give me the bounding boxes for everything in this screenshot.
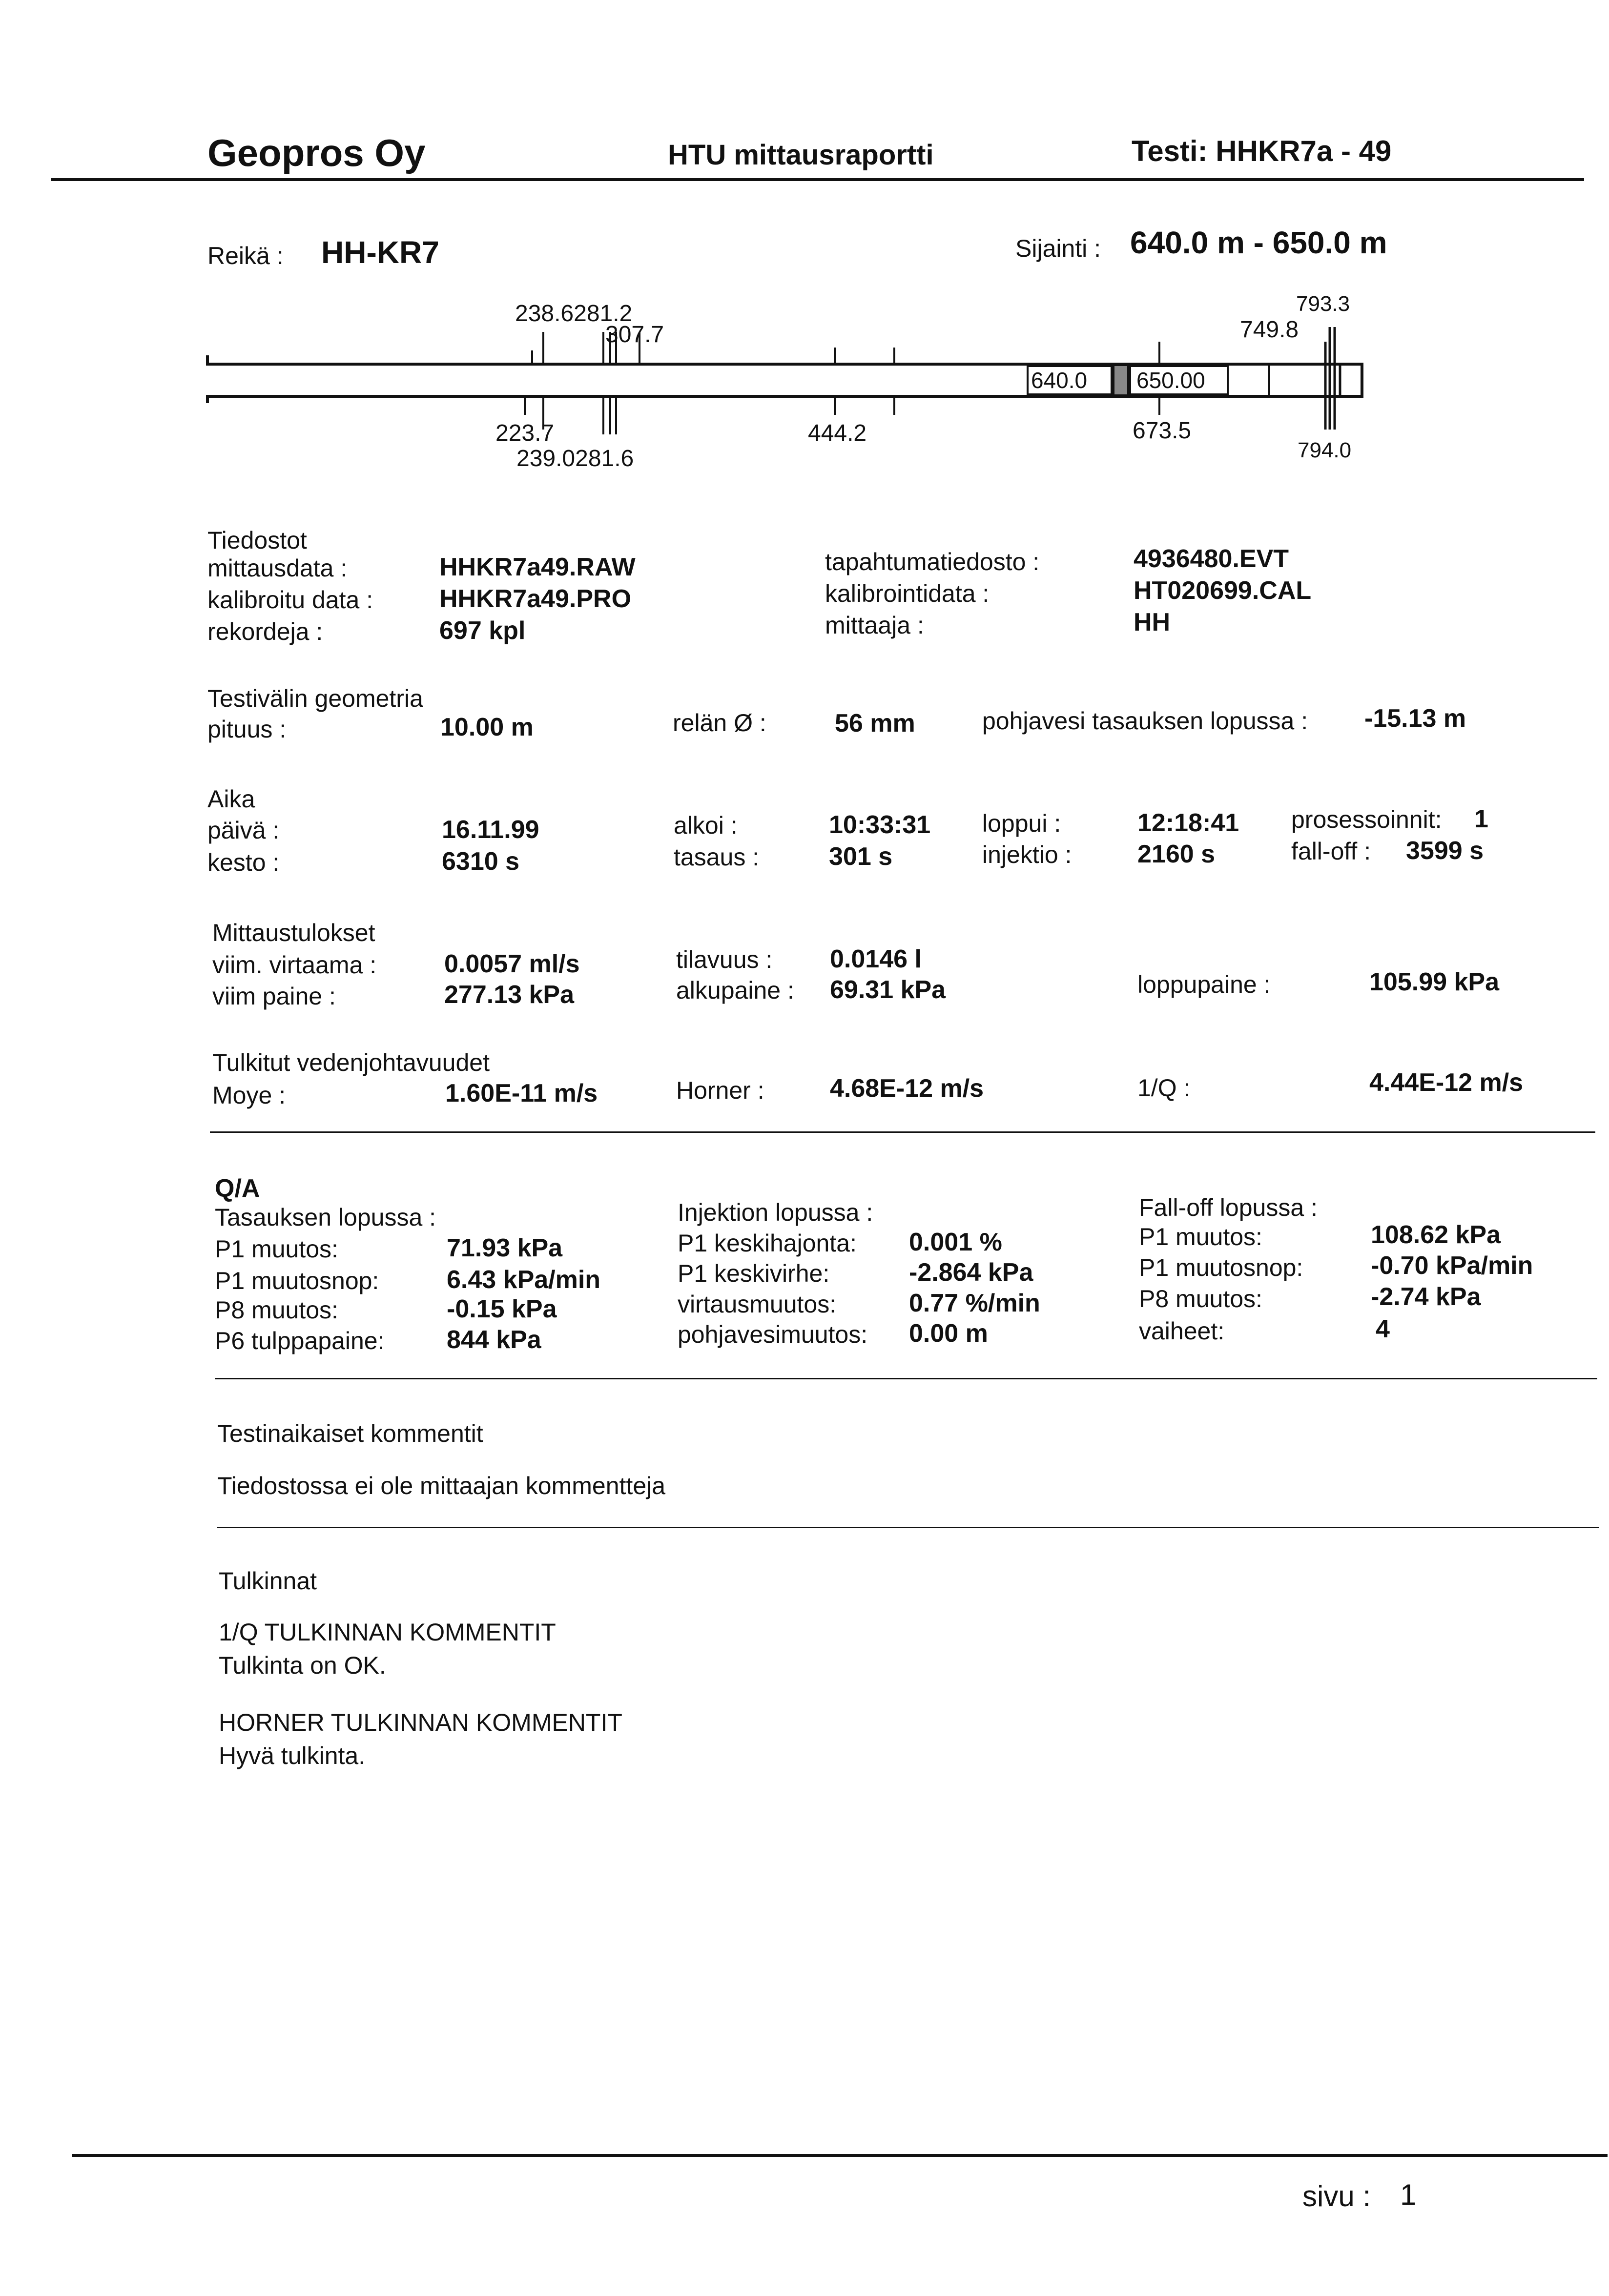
qa-col3-title: Fall-off lopussa : bbox=[1139, 1194, 1318, 1221]
qa-col1-label-1: P1 muutos: bbox=[215, 1235, 338, 1263]
files-title: Tiedostot bbox=[207, 527, 307, 554]
end-pressure-label: loppupaine : bbox=[1137, 971, 1271, 998]
company-name: Geopros Oy bbox=[207, 131, 426, 174]
diagram-label-bottom-4: 673.5 bbox=[1133, 418, 1192, 444]
q-label: 1/Q : bbox=[1137, 1074, 1191, 1102]
geometry-title: Testivälin geometria bbox=[207, 685, 423, 712]
length-label: pituus : bbox=[207, 716, 287, 743]
comments-title: Testinaikaiset kommentit bbox=[217, 1420, 483, 1447]
qa-col1-label-2: P1 muutosnop: bbox=[215, 1267, 379, 1294]
diagram-label-top-3: 749.8 bbox=[1240, 317, 1299, 343]
diameter-label: relän Ø : bbox=[673, 709, 766, 737]
qa-title: Q/A bbox=[215, 1174, 260, 1203]
qa-col3-value-1: 108.62 kPa bbox=[1371, 1221, 1501, 1249]
processing-label: prosessoinnit: bbox=[1291, 806, 1442, 833]
qa-col2-value-2: -2.864 kPa bbox=[909, 1258, 1033, 1287]
injection-value: 2160 s bbox=[1137, 840, 1216, 868]
file-value-pro: HHKR7a49.PRO bbox=[439, 585, 632, 613]
qa-col3-label-4: vaiheet: bbox=[1139, 1317, 1225, 1345]
diagram-label-top-1: 238.6281.2 bbox=[515, 301, 633, 327]
volume-label: tilavuus : bbox=[676, 946, 773, 973]
q-value: 4.44E-12 m/s bbox=[1369, 1068, 1524, 1097]
file-value-event: 4936480.EVT bbox=[1134, 545, 1289, 573]
falloff-value: 3599 s bbox=[1406, 837, 1484, 865]
divider-comments bbox=[215, 1378, 1597, 1379]
duration-label: kesto : bbox=[207, 849, 280, 876]
file-label-measurer: mittaaja : bbox=[825, 612, 924, 639]
qa-col3-value-4: 4 bbox=[1376, 1315, 1390, 1343]
horner-label: Horner : bbox=[676, 1077, 764, 1104]
pressure-label: viim paine : bbox=[212, 983, 336, 1010]
test-label: Testi: HHKR7a - 49 bbox=[1132, 135, 1392, 167]
volume-value: 0.0146 l bbox=[830, 945, 922, 973]
qa-col2-label-1: P1 keskihajonta: bbox=[678, 1230, 857, 1257]
qa-col1-value-4: 844 kPa bbox=[447, 1326, 541, 1354]
qa-col1-title: Tasauksen lopussa : bbox=[215, 1204, 436, 1231]
file-label-event: tapahtumatiedosto : bbox=[825, 548, 1040, 575]
divider-qa bbox=[210, 1131, 1595, 1133]
groundwater-value: -15.13 m bbox=[1364, 704, 1466, 733]
horner-comment-text: Hyvä tulkinta. bbox=[219, 1742, 366, 1769]
start-label: alkoi : bbox=[674, 812, 738, 839]
end-label: loppui : bbox=[982, 810, 1061, 837]
interpretations-title: Tulkinnat bbox=[219, 1567, 317, 1595]
qa-col3-label-3: P8 muutos: bbox=[1139, 1285, 1262, 1312]
qa-col2-label-2: P1 keskivirhe: bbox=[678, 1260, 830, 1287]
flow-value: 0.0057 ml/s bbox=[444, 950, 580, 978]
page-label: sivu : bbox=[1302, 2180, 1371, 2213]
results-title: Mittaustulokset bbox=[212, 919, 375, 946]
diagram-label-bottom-3: 444.2 bbox=[808, 420, 867, 446]
diagram-label-top-2: 307.7 bbox=[605, 322, 664, 348]
date-label: päivä : bbox=[207, 817, 280, 844]
date-value: 16.11.99 bbox=[442, 816, 539, 844]
diameter-value: 56 mm bbox=[835, 709, 915, 738]
qa-col3-label-2: P1 muutosnop: bbox=[1139, 1254, 1303, 1281]
hole-value: HH-KR7 bbox=[321, 235, 439, 270]
time-title: Aika bbox=[207, 785, 255, 813]
file-label-pro: kalibroitu data : bbox=[207, 586, 373, 614]
horner-value: 4.68E-12 m/s bbox=[830, 1074, 984, 1103]
divider-interpretations bbox=[217, 1527, 1599, 1528]
qa-col2-label-3: virtausmuutos: bbox=[678, 1291, 837, 1318]
qa-col1-value-1: 71.93 kPa bbox=[447, 1234, 563, 1262]
qa-col2-value-1: 0.001 % bbox=[909, 1228, 1002, 1256]
page-number: 1 bbox=[1400, 2178, 1417, 2211]
diagram-label-bottom-1: 223.7 bbox=[495, 420, 555, 446]
moye-label: Moye : bbox=[212, 1082, 286, 1109]
end-value: 12:18:41 bbox=[1137, 809, 1239, 837]
end-pressure-value: 105.99 kPa bbox=[1369, 968, 1500, 996]
duration-value: 6310 s bbox=[442, 847, 520, 876]
diagram-label-bottom-5: 794.0 bbox=[1298, 438, 1352, 462]
diagram-label-bottom-2: 239.0281.6 bbox=[516, 446, 634, 472]
file-label-raw: mittausdata : bbox=[207, 554, 348, 582]
length-value: 10.00 m bbox=[440, 713, 534, 741]
file-label-records: rekordeja : bbox=[207, 618, 323, 645]
conductivity-title: Tulkitut vedenjohtavuudet bbox=[212, 1049, 490, 1076]
equalization-value: 301 s bbox=[829, 842, 893, 871]
qa-col3-value-3: -2.74 kPa bbox=[1371, 1283, 1481, 1311]
file-value-raw: HHKR7a49.RAW bbox=[439, 553, 636, 581]
falloff-label: fall-off : bbox=[1291, 838, 1371, 865]
flow-label: viim. virtaama : bbox=[212, 951, 377, 979]
hole-label: Reikä : bbox=[207, 242, 284, 269]
start-pressure-value: 69.31 kPa bbox=[830, 976, 946, 1004]
start-pressure-label: alkupaine : bbox=[676, 977, 794, 1004]
processing-value: 1 bbox=[1474, 805, 1488, 833]
qa-col1-label-4: P6 tulppapaine: bbox=[215, 1327, 385, 1354]
diagram-label-top-4: 793.3 bbox=[1296, 292, 1350, 316]
horner-comment-heading: HORNER TULKINNAN KOMMENTIT bbox=[219, 1709, 622, 1736]
comments-text: Tiedostossa ei ole mittaajan kommentteja bbox=[217, 1472, 666, 1499]
qa-col3-label-1: P1 muutos: bbox=[1139, 1223, 1262, 1250]
interval-start-label: 640.0 bbox=[1031, 368, 1088, 393]
qa-col3-value-2: -0.70 kPa/min bbox=[1371, 1251, 1533, 1280]
qa-col2-title: Injektion lopussa : bbox=[678, 1199, 873, 1226]
file-value-measurer: HH bbox=[1134, 608, 1171, 636]
file-label-calibration: kalibrointidata : bbox=[825, 580, 990, 607]
q-comment-text: Tulkinta on OK. bbox=[219, 1652, 386, 1679]
q-comment-heading: 1/Q TULKINNAN KOMMENTIT bbox=[219, 1619, 556, 1646]
footer-rule bbox=[72, 2154, 1608, 2157]
start-value: 10:33:31 bbox=[829, 811, 931, 839]
qa-col2-value-4: 0.00 m bbox=[909, 1319, 988, 1348]
borehole-diagram bbox=[0, 0, 1609, 488]
moye-value: 1.60E-11 m/s bbox=[445, 1079, 598, 1107]
groundwater-label: pohjavesi tasauksen lopussa : bbox=[982, 707, 1308, 735]
qa-col2-value-3: 0.77 %/min bbox=[909, 1289, 1040, 1317]
qa-col2-label-4: pohjavesimuutos: bbox=[678, 1321, 868, 1348]
equalization-label: tasaus : bbox=[674, 843, 760, 871]
interval-end-label: 650.00 bbox=[1136, 368, 1205, 393]
report-title: HTU mittausraportti bbox=[668, 139, 934, 171]
qa-col1-value-3: -0.15 kPa bbox=[447, 1295, 557, 1323]
file-value-records: 697 kpl bbox=[439, 616, 526, 645]
pressure-value: 277.13 kPa bbox=[444, 981, 575, 1009]
location-value: 640.0 m - 650.0 m bbox=[1130, 225, 1387, 260]
qa-col1-value-2: 6.43 kPa/min bbox=[447, 1266, 601, 1294]
injection-label: injektio : bbox=[982, 841, 1072, 868]
qa-col1-label-3: P8 muutos: bbox=[215, 1296, 338, 1324]
file-value-calibration: HT020699.CAL bbox=[1134, 576, 1312, 605]
location-label: Sijainti : bbox=[1015, 235, 1101, 262]
